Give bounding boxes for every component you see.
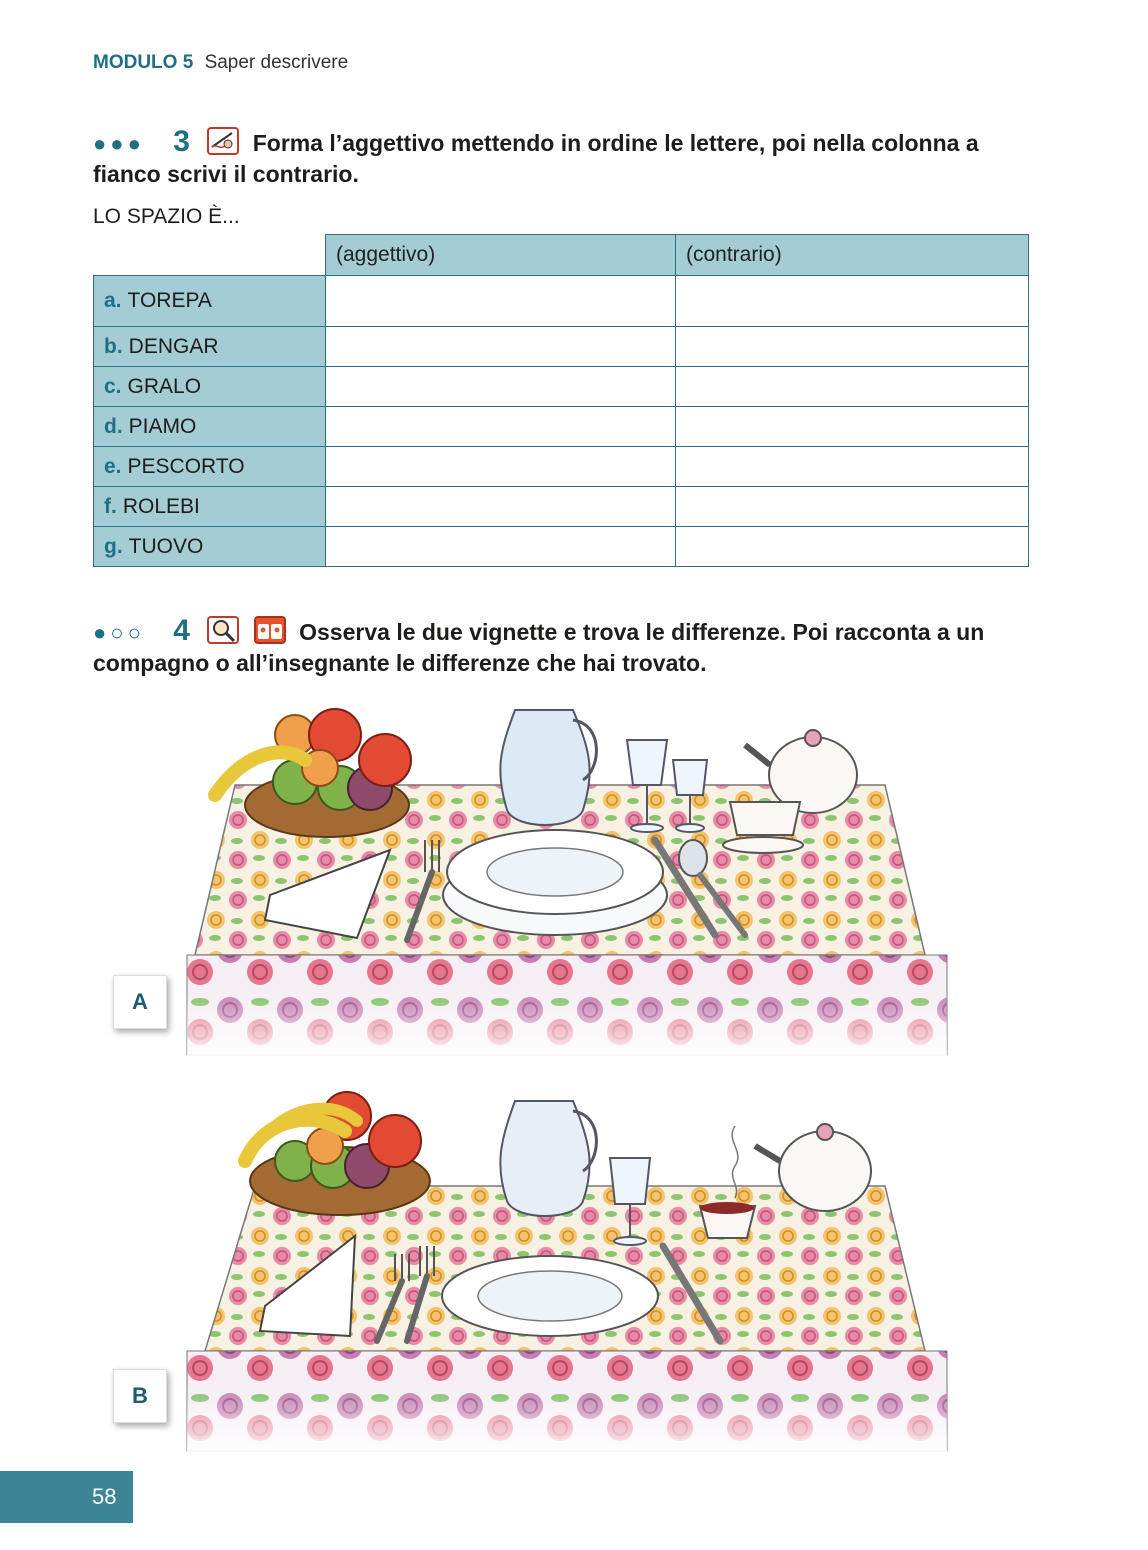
row-word: TUOVO xyxy=(128,534,204,558)
row-label xyxy=(94,327,326,367)
answer-cell-contrario[interactable] xyxy=(676,407,1029,447)
row-letter: f. xyxy=(104,494,117,518)
answer-cell-aggettivo[interactable] xyxy=(326,367,676,407)
lead-text: LO SPAZIO È... xyxy=(93,205,240,228)
table-row xyxy=(94,327,1029,367)
table-row xyxy=(94,487,1029,527)
difficulty-dots: ●●● xyxy=(93,131,145,156)
table-row xyxy=(94,367,1029,407)
row-label xyxy=(94,407,326,447)
table-corner xyxy=(94,235,326,276)
magnifier-icon xyxy=(206,614,240,646)
answer-cell-contrario[interactable] xyxy=(676,487,1029,527)
exercise-3-instruction xyxy=(93,125,1033,189)
row-letter: b. xyxy=(104,334,123,358)
answer-cell-contrario[interactable] xyxy=(676,367,1029,407)
row-label xyxy=(94,527,326,567)
row-letter: d. xyxy=(104,414,123,438)
row-label xyxy=(94,367,326,407)
illustration-label: B xyxy=(113,1369,167,1423)
adjective-table xyxy=(93,234,1029,567)
table-row xyxy=(94,407,1029,447)
table-row xyxy=(94,447,1029,487)
instruction-text: Forma l’aggettivo mettendo in ordine le lettere, poi nella colonna a fianco scrivi il contrario. xyxy=(93,130,979,187)
illustration-a xyxy=(95,690,955,1060)
answer-cell-contrario[interactable] xyxy=(676,276,1029,327)
answer-cell-aggettivo[interactable] xyxy=(326,327,676,367)
row-letter: e. xyxy=(104,454,122,478)
row-word: PESCORTO xyxy=(127,454,245,478)
table-row xyxy=(94,527,1029,567)
column-header-contrario: (contrario) xyxy=(676,235,1029,276)
answer-cell-aggettivo[interactable] xyxy=(326,527,676,567)
page-number: 58 xyxy=(0,1471,133,1523)
illustration-b xyxy=(95,1086,955,1456)
row-label xyxy=(94,276,326,327)
column-header-aggettivo: (aggettivo) xyxy=(326,235,676,276)
answer-cell-aggettivo[interactable] xyxy=(326,447,676,487)
exercise-number: 4 xyxy=(173,614,190,647)
illustration-label: A xyxy=(113,975,167,1029)
row-letter: g. xyxy=(104,534,123,558)
row-letter: c. xyxy=(104,374,122,398)
module-label: MODULO 5 xyxy=(93,52,194,73)
exercise-number: 3 xyxy=(173,125,190,158)
row-word: PIAMO xyxy=(128,414,197,438)
row-word: GRALO xyxy=(127,374,202,398)
speech-icon xyxy=(253,614,287,646)
row-letter: a. xyxy=(104,289,122,312)
answer-cell-contrario[interactable] xyxy=(676,327,1029,367)
instruction-text: Osserva le due vignette e trova le differenze. Poi racconta a un compagno o all’insegnante le differenze che hai trovato. xyxy=(93,619,985,676)
difficulty-dots: ●○○ xyxy=(93,620,145,645)
answer-cell-aggettivo[interactable] xyxy=(326,407,676,447)
row-word: ROLEBI xyxy=(122,494,200,518)
table-row xyxy=(94,276,1029,327)
answer-cell-aggettivo[interactable] xyxy=(326,276,676,327)
writing-icon xyxy=(206,125,240,157)
row-label xyxy=(94,487,326,527)
page-header xyxy=(93,52,348,74)
answer-cell-contrario[interactable] xyxy=(676,527,1029,567)
answer-cell-aggettivo[interactable] xyxy=(326,487,676,527)
module-title: Saper descrivere xyxy=(204,52,349,73)
answer-cell-contrario[interactable] xyxy=(676,447,1029,487)
row-word: DENGAR xyxy=(128,334,219,358)
exercise-4-instruction xyxy=(93,614,1033,678)
table-header-row xyxy=(94,235,1029,276)
row-label xyxy=(94,447,326,487)
row-word: TOREPA xyxy=(127,289,212,312)
